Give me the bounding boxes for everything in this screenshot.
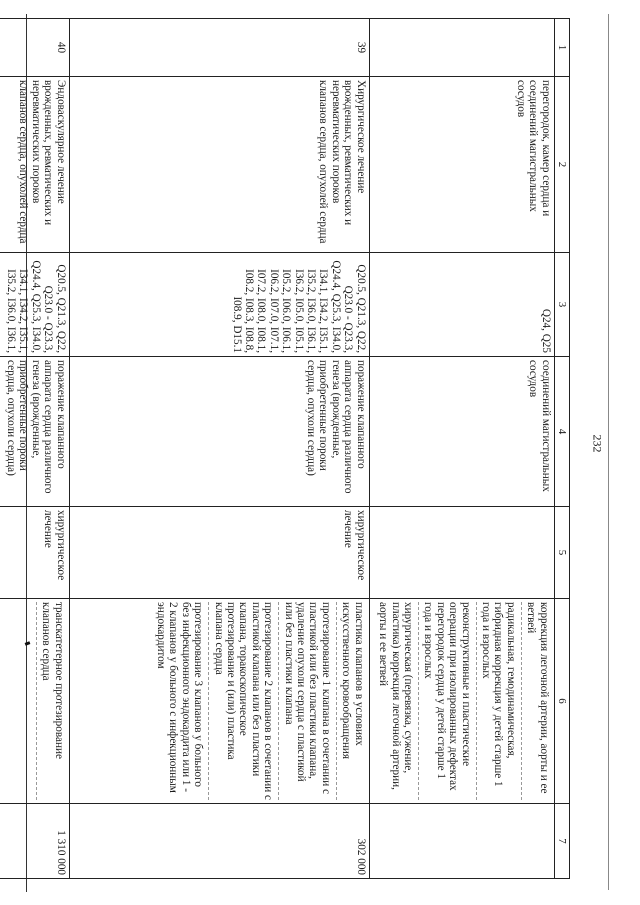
- header-row: [554, 19, 569, 879]
- header-col-6: 6: [554, 599, 569, 804]
- services-table: [0, 18, 570, 879]
- table-row: [0, 19, 69, 879]
- cell-name: Эндоваскулярное лечение врожденных, ревматических и неревматических пороков клапанов сердца, опухолей сердца: [0, 77, 69, 253]
- method-item: протезирование 1 клапана в сочетании с пластикой или без пластики клапана, удаление опухоли сердца с пластикой или без пластики клапана: [278, 602, 334, 800]
- method-item: пластика клапанов в условиях искусственного кровообращения: [336, 602, 367, 800]
- pen-mark: [25, 641, 31, 646]
- header-col-7: 7: [554, 804, 569, 879]
- cell-codes: Q20.5, Q21.3, Q22, Q23.0 - Q23.3, Q24.4, Q25.3, I34.0, I34.1, I34.2, I35.1, I35.2, I36.0, I36.1, I36.2, I05.0, I05.1, I05.2, I06.0, I06.1, I06.2, I07.0, I07.1, I07.2, I08.0, I08.1, I08.2, I08.3, I08.8, I08.9, D15.1: [69, 253, 369, 357]
- header-col-3: 3: [554, 253, 569, 357]
- table-stage: [5, 18, 570, 878]
- cell-model: поражение клапанного аппарата сердца различного генеза (врожденные, приобретенные пороки сердца, опухоли сердца): [69, 357, 369, 507]
- scan-edge-line: [608, 14, 609, 890]
- cell-methods: [369, 599, 554, 804]
- cell-name: перегородок, камер сердца и соединений магистральных сосудов: [369, 77, 554, 253]
- method-item: коррекция легочной артерии, аорты и ее ветвей: [521, 602, 552, 800]
- cell-treatment: хирургическое лечение: [0, 507, 69, 599]
- cell-price: 302 000: [69, 804, 369, 879]
- table-row: [69, 19, 369, 879]
- header-col-5: 5: [554, 507, 569, 599]
- cell-model: поражение клапанного аппарата сердца различного генеза (врожденные, приобретенные пороки сердца, опухоли сердца): [0, 357, 69, 507]
- cell-num: 39: [69, 19, 369, 77]
- continuation-row: [369, 19, 554, 879]
- cell-treatment: [369, 507, 554, 599]
- cell-codes: Q20.5, Q21.3, Q22, Q23.0 - Q23.3, Q24.4, Q25.3, I34.0, I34.1, I34.2, I35.1, I35.2, I36.0, I36.1,: [0, 253, 69, 357]
- cell-codes: Q24, Q25: [369, 253, 554, 357]
- method-item: реконструктивные и пластические операции при изолированных дефектах перегородок сердца у детей старше 1 года и взрослых: [418, 602, 474, 800]
- method-item: радикальная, гемодинамическая, гибридная коррекция у детей старше 1 года и взрослых: [476, 602, 519, 800]
- cell-price: [369, 804, 554, 879]
- page-number: 232: [590, 434, 605, 453]
- cell-treatment: хирургическое лечение: [69, 507, 369, 599]
- cell-price: 1 310 000: [0, 804, 69, 879]
- cell-num: [369, 19, 554, 77]
- cell-model: соединений магистральных сосудов: [369, 357, 554, 507]
- rotated-sheet: [5, 18, 570, 878]
- method-item: транскатетерное протезирование клапанов сердца: [36, 602, 67, 800]
- cell-name: Хирургическое лечение врожденных, ревматических и неревматических пороков клапанов сердца, опухолей сердца: [69, 77, 369, 253]
- method-item: протезирование 2 клапанов в сочетании с пластикой клапана или без пластики клапана, торакоскопическое протезирование и (или) пластика клапана сердца: [208, 602, 276, 800]
- cell-num: 40: [0, 19, 69, 77]
- method-item: хирургическая (перевязка, сужение, пластика) коррекция легочной артерии, аорты и ее ветвей: [377, 602, 414, 790]
- method-item: протезирование 3 клапанов у больного без инфекционного эндокардита или 1 - 2 клапанов у больного с инфекционным эндокардитом: [155, 602, 205, 793]
- header-col-1: 1: [554, 19, 569, 77]
- cell-methods: [0, 599, 69, 804]
- header-col-2: 2: [554, 77, 569, 253]
- cell-methods: [69, 599, 369, 804]
- header-col-4: 4: [554, 357, 569, 507]
